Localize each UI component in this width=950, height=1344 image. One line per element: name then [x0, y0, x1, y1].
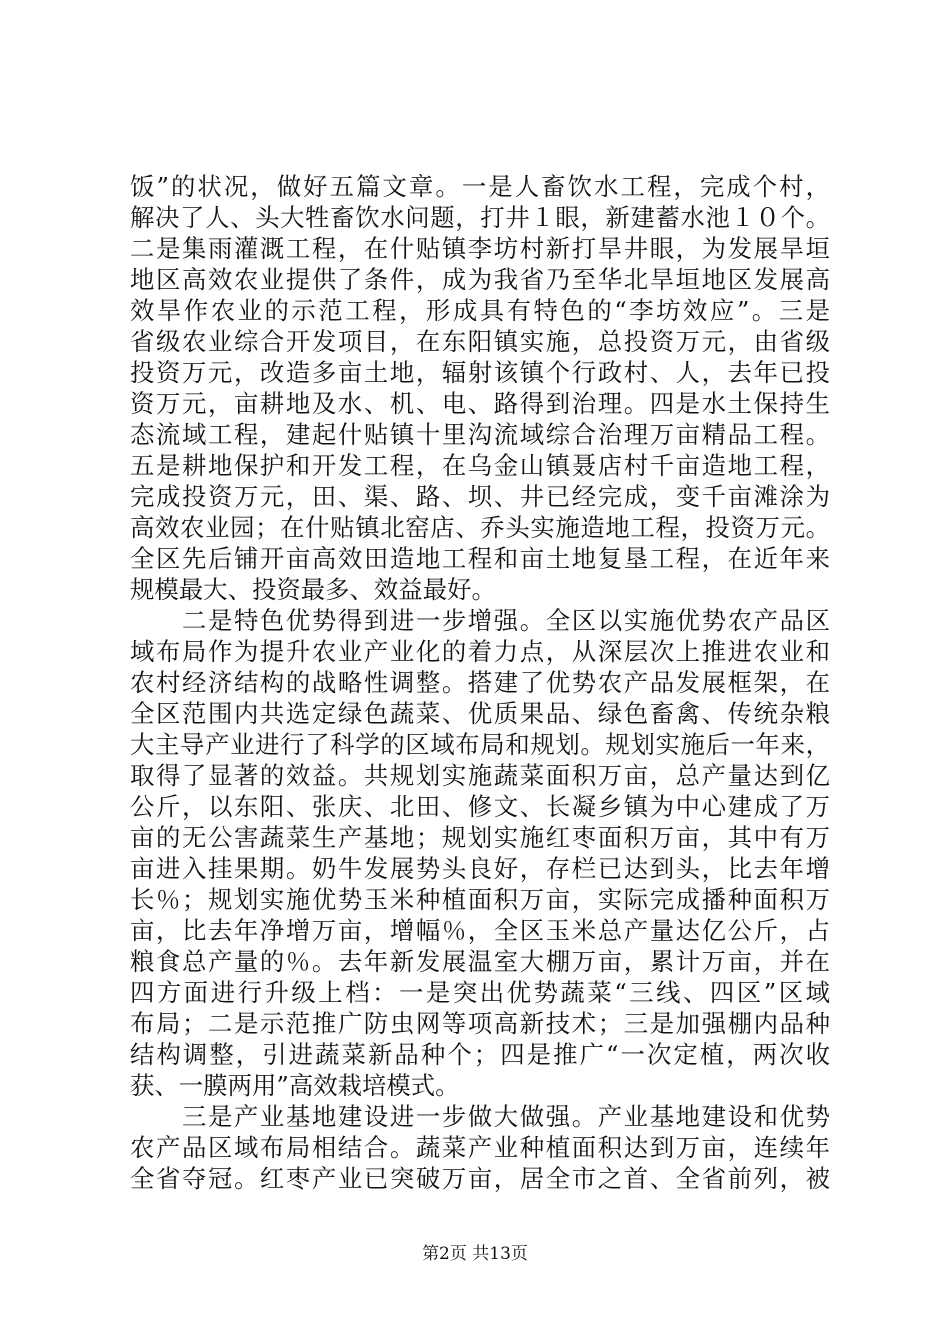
text-line: 完成投资万元，田、渠、路、坝、井已经完成，变千亩滩涂为: [130, 482, 830, 511]
text-line: 粮食总产量的％。去年新发展温室大棚万亩，累计万亩，并在: [130, 947, 830, 976]
text-line: 亩的无公害蔬菜生产基地；规划实施红枣面积万亩，其中有万: [130, 823, 830, 852]
text-line: 省级农业综合开发项目，在东阳镇实施，总投资万元，由省级: [130, 327, 830, 356]
text-line: 结构调整，引进蔬菜新品种个；四是推广“一次定植，两次收: [130, 1040, 830, 1069]
text-line: 态流域工程，建起什贴镇十里沟流域综合治理万亩精品工程。: [130, 420, 830, 449]
text-line: 大主导产业进行了科学的区域布局和规划。规划实施后一年来，: [130, 730, 830, 759]
text-line: 全区先后铺开亩高效田造地工程和亩土地复垦工程，在近年来: [130, 544, 830, 573]
text-line: 布局；二是示范推广防虫网等项高新技术；三是加强棚内品种: [130, 1009, 830, 1038]
text-line: 五是耕地保护和开发工程，在乌金山镇聂店村千亩造地工程，: [130, 451, 830, 480]
page-number-footer: 第2页 共13页: [422, 1244, 528, 1264]
text-line: 农村经济结构的战略性调整。搭建了优势农产品发展框架，在: [130, 668, 830, 697]
text-line: 二是特色优势得到进一步增强。全区以实施优势农产品区: [130, 606, 830, 635]
text-line: 二是集雨灌溉工程，在什贴镇李坊村新打旱井眼，为发展旱垣: [130, 234, 830, 263]
text-line: 资万元，亩耕地及水、机、电、路得到治理。四是水土保持生: [130, 389, 830, 418]
body-text: [130, 171, 830, 1194]
text-line: 饭”的状况，做好五篇文章。一是人畜饮水工程，完成个村，: [130, 172, 830, 201]
text-line: 投资万元，改造多亩土地，辐射该镇个行政村、人，去年已投: [130, 358, 830, 387]
text-line: 取得了显著的效益。共规划实施蔬菜面积万亩，总产量达到亿: [130, 761, 830, 790]
text-line: 高效农业园；在什贴镇北窑店、乔头实施造地工程，投资万元。: [130, 513, 830, 542]
text-line: 域布局作为提升农业产业化的着力点，从深层次上推进农业和: [130, 637, 830, 666]
text-line: 农产品区域布局相结合。蔬菜产业种植面积达到万亩，连续年: [130, 1133, 830, 1162]
text-line: 全省夺冠。红枣产业已突破万亩，居全市之首、全省前列，被: [130, 1164, 830, 1193]
text-line: 三是产业基地建设进一步做大做强。产业基地建设和优势: [130, 1102, 830, 1131]
text-line: 解决了人、头大牲畜饮水问题，打井１眼，新建蓄水池１０个。: [130, 203, 830, 232]
text-line: 公斤，以东阳、张庆、北田、修文、长凝乡镇为中心建成了万: [130, 792, 830, 821]
text-line: 效旱作农业的示范工程，形成具有特色的“李坊效应”。三是: [130, 296, 830, 325]
text-line: 全区范围内共选定绿色蔬菜、优质果品、绿色畜禽、传统杂粮: [130, 699, 830, 728]
text-line: 亩，比去年净增万亩，增幅％，全区玉米总产量达亿公斤，占: [130, 916, 830, 945]
text-line: 地区高效农业提供了条件，成为我省乃至华北旱垣地区发展高: [130, 265, 830, 294]
text-line: 亩进入挂果期。奶牛发展势头良好，存栏已达到头，比去年增: [130, 854, 830, 883]
text-line: 规模最大、投资最多、效益最好。: [130, 575, 496, 604]
text-line: 获、一膜两用”高效栽培模式。: [130, 1071, 460, 1100]
text-line: 四方面进行升级上档：一是突出优势蔬菜“三线、四区”区域: [130, 978, 830, 1007]
text-line: 长％；规划实施优势玉米种植面积万亩，实际完成播种面积万: [130, 885, 830, 914]
